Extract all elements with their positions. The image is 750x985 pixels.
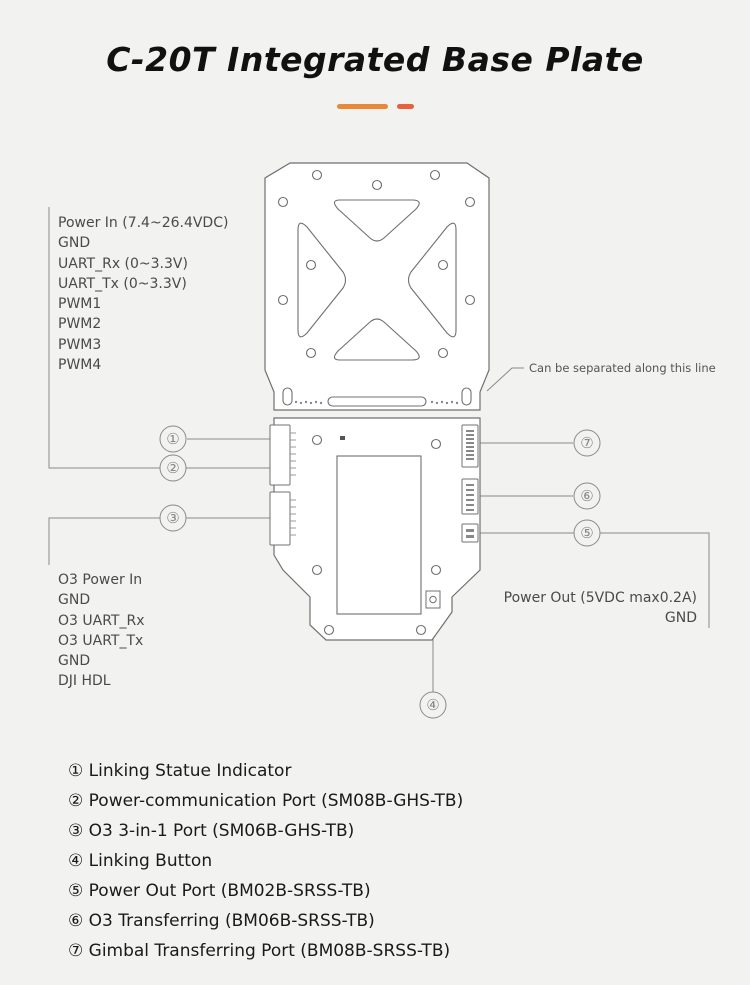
legend-item: ⑤ Power Out Port (BM02B-SRSS-TB)	[68, 881, 371, 901]
inner-panel	[337, 456, 421, 614]
pin-label: DJI HDL	[58, 673, 111, 690]
linking-button	[426, 591, 440, 608]
left-bottom-bracket-line	[49, 518, 270, 565]
right-pin-list	[504, 588, 697, 629]
pin-label: Power Out (5VDC max0.2A)	[503, 590, 697, 606]
pin-label: PWM1	[58, 296, 102, 313]
right-notch	[462, 388, 471, 405]
legend-item: ⑥ O3 Transferring (BM06B-SRSS-TB)	[68, 911, 375, 931]
pin-label: PWM4	[58, 357, 102, 374]
left-notch	[283, 388, 292, 405]
o3-3in1-port	[270, 492, 290, 545]
pin-label: GND	[58, 235, 91, 252]
page-title: C-20T Integrated Base Plate	[106, 40, 644, 79]
power-communication-port	[270, 425, 290, 485]
legend-item: ① Linking Statue Indicator	[68, 761, 292, 781]
legend-item: ② Power-communication Port (SM08B-GHS-TB)	[68, 791, 464, 811]
callout-5-number: ⑤	[580, 524, 594, 542]
pin-label: UART_Rx (0~3.3V)	[58, 255, 188, 272]
pin-label: GND	[664, 610, 697, 627]
callout-2-number: ②	[166, 459, 180, 477]
callout-3-number: ③	[166, 509, 180, 527]
pin-label: GND	[58, 653, 91, 670]
pin-label: PWM3	[58, 336, 102, 353]
pin-label: O3 Power In	[58, 572, 143, 588]
legend-list	[68, 756, 463, 966]
left-bottom-pin-list	[58, 570, 144, 692]
pin-label: GND	[58, 592, 91, 609]
callout-7-number: ⑦	[580, 434, 594, 452]
callout-4-number: ④	[426, 696, 440, 714]
power-out-port	[462, 524, 478, 542]
legend-item: ⑦ Gimbal Transferring Port (BM08B-SRSS-TB)	[68, 941, 451, 961]
linking-indicator-led	[340, 436, 345, 440]
separation-slot	[328, 397, 426, 406]
separation-note: Can be separated along this line	[529, 361, 716, 375]
left-top-pin-list	[58, 213, 228, 375]
callout-1-number: ①	[166, 430, 180, 448]
pin-label: PWM2	[58, 316, 102, 333]
pin-label: Power In (7.4~26.4VDC)	[58, 215, 229, 231]
pin-label: O3 UART_Rx	[58, 612, 145, 629]
callout-6-number: ⑥	[580, 487, 594, 505]
legend-item: ④ Linking Button	[68, 851, 213, 871]
pin-label: UART_Tx (0~3.3V)	[58, 275, 187, 292]
separation-leader	[487, 368, 524, 391]
legend-item: ③ O3 3-in-1 Port (SM06B-GHS-TB)	[68, 821, 355, 841]
pin-label: O3 UART_Tx	[58, 632, 144, 649]
